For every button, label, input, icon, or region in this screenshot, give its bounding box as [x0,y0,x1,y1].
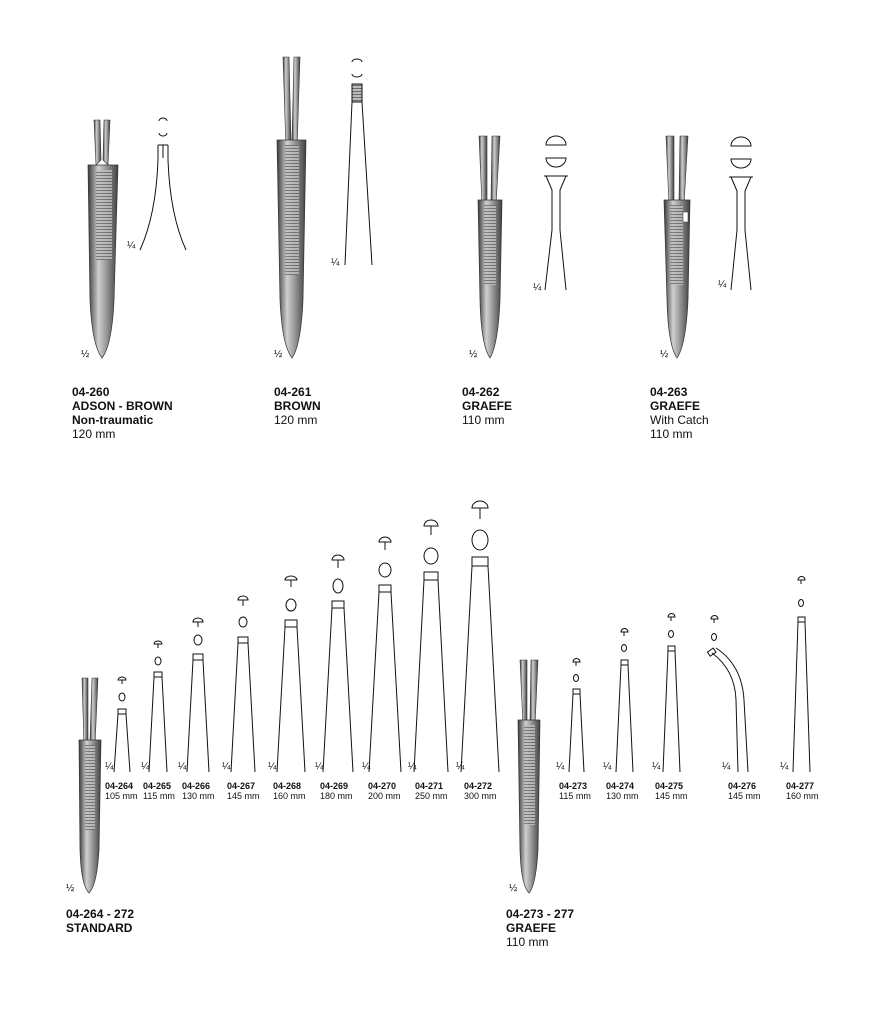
item-code: 04-276 [728,781,757,791]
label-04-265 [143,781,175,801]
group-size: 110 mm [506,935,549,949]
item-size: 145 mm [227,791,260,801]
label-04-272 [464,781,497,801]
scale-main-04-263: ½ [660,349,669,360]
item-code: 04-267 [227,781,256,791]
scale-main-standard: ½ [66,883,75,894]
graefe-series-diagrams-icon [569,577,810,773]
item-code: 04-275 [655,781,684,791]
product-desc: Non-traumatic [72,413,154,427]
scale-04-264: ¼ [105,761,114,772]
product-code: 04-260 [72,385,110,399]
item-size: 200 mm [368,791,401,801]
scale-04-272: ¼ [456,761,465,772]
product-size: 120 mm [274,413,318,427]
scale-04-277: ¼ [780,761,789,772]
label-04-275 [655,781,688,801]
tip-detail-04-263-icon [729,137,753,290]
group-name: STANDARD [66,921,133,935]
item-size: 300 mm [464,791,497,801]
label-04-267 [227,781,260,801]
label-04-264 [105,781,138,801]
scale-04-273: ¼ [556,761,565,772]
scale-04-271: ¼ [408,761,417,772]
caption-standard-group [66,907,134,935]
item-code: 04-277 [786,781,815,791]
product-name: GRAEFE [462,399,513,413]
caption-04-260 [72,385,173,441]
label-04-277 [786,781,819,801]
product-size: 110 mm [462,413,505,427]
scale-04-268: ¼ [268,761,277,772]
item-size: 180 mm [320,791,353,801]
item-code: 04-269 [320,781,349,791]
caption-04-262 [462,385,512,427]
item-code: 04-265 [143,781,172,791]
scale-04-276: ¼ [722,761,731,772]
forceps-standard-icon [79,678,101,893]
item-size: 115 mm [559,791,591,801]
item-code: 04-274 [606,781,635,791]
item-code: 04-273 [559,781,588,791]
tip-detail-04-261-icon [345,59,372,265]
scale-main-graefe: ½ [509,883,518,894]
scale-main-04-260: ½ [81,349,90,360]
item-size: 115 mm [143,791,175,801]
label-04-271 [415,781,448,801]
item-code: 04-271 [415,781,444,791]
group-name: GRAEFE [506,921,557,935]
product-code: 04-262 [462,385,500,399]
item-size: 145 mm [655,791,688,801]
tip-detail-04-260-icon [140,118,186,250]
product-desc: With Catch [650,413,709,427]
product-name: ADSON - BROWN [72,399,173,413]
product-name: BROWN [274,399,321,413]
scale-04-269: ¼ [315,761,324,772]
scale-main-04-261: ½ [274,349,283,360]
product-code: 04-263 [650,385,688,399]
scale-04-265: ¼ [141,761,150,772]
item-size: 250 mm [415,791,448,801]
scale-main-04-262: ½ [469,349,478,360]
forceps-graefe-group-icon [518,660,540,893]
scale-tip-04-260: ¼ [127,240,136,251]
item-code: 04-270 [368,781,397,791]
scale-04-267: ¼ [222,761,231,772]
product-code: 04-261 [274,385,312,399]
item-size: 160 mm [786,791,819,801]
label-04-276 [728,781,761,801]
tip-detail-04-262-icon [544,136,568,290]
scale-04-275: ¼ [652,761,661,772]
scale-tip-04-262: ¼ [533,282,542,293]
label-04-268 [273,781,306,801]
forceps-04-263-icon [664,136,690,358]
caption-04-263 [650,385,709,441]
item-size: 145 mm [728,791,761,801]
label-04-270 [368,781,401,801]
caption-graefe-group [506,907,574,949]
item-size: 105 mm [105,791,138,801]
item-code: 04-268 [273,781,302,791]
item-size: 130 mm [606,791,639,801]
item-code: 04-272 [464,781,493,791]
product-size: 110 mm [650,427,693,441]
forceps-04-261-icon [277,57,306,358]
forceps-04-262-icon [478,136,502,358]
label-04-274 [606,781,639,801]
item-code: 04-264 [105,781,134,791]
label-04-266 [182,781,215,801]
scale-tip-04-263: ¼ [718,279,727,290]
label-04-273 [559,781,591,801]
scale-04-270: ¼ [362,761,371,772]
product-size: 120 mm [72,427,116,441]
item-size: 130 mm [182,791,215,801]
label-04-269 [320,781,353,801]
product-name: GRAEFE [650,399,701,413]
forceps-04-260-icon [88,120,118,358]
item-size: 160 mm [273,791,306,801]
scale-tip-04-261: ¼ [331,257,340,268]
group-code: 04-273 - 277 [506,907,575,921]
item-code: 04-266 [182,781,211,791]
scale-04-274: ¼ [603,761,612,772]
caption-04-261 [274,385,321,427]
scale-04-266: ¼ [178,761,187,772]
group-code: 04-264 - 272 [66,907,135,921]
standard-series-diagrams-icon [114,501,499,772]
